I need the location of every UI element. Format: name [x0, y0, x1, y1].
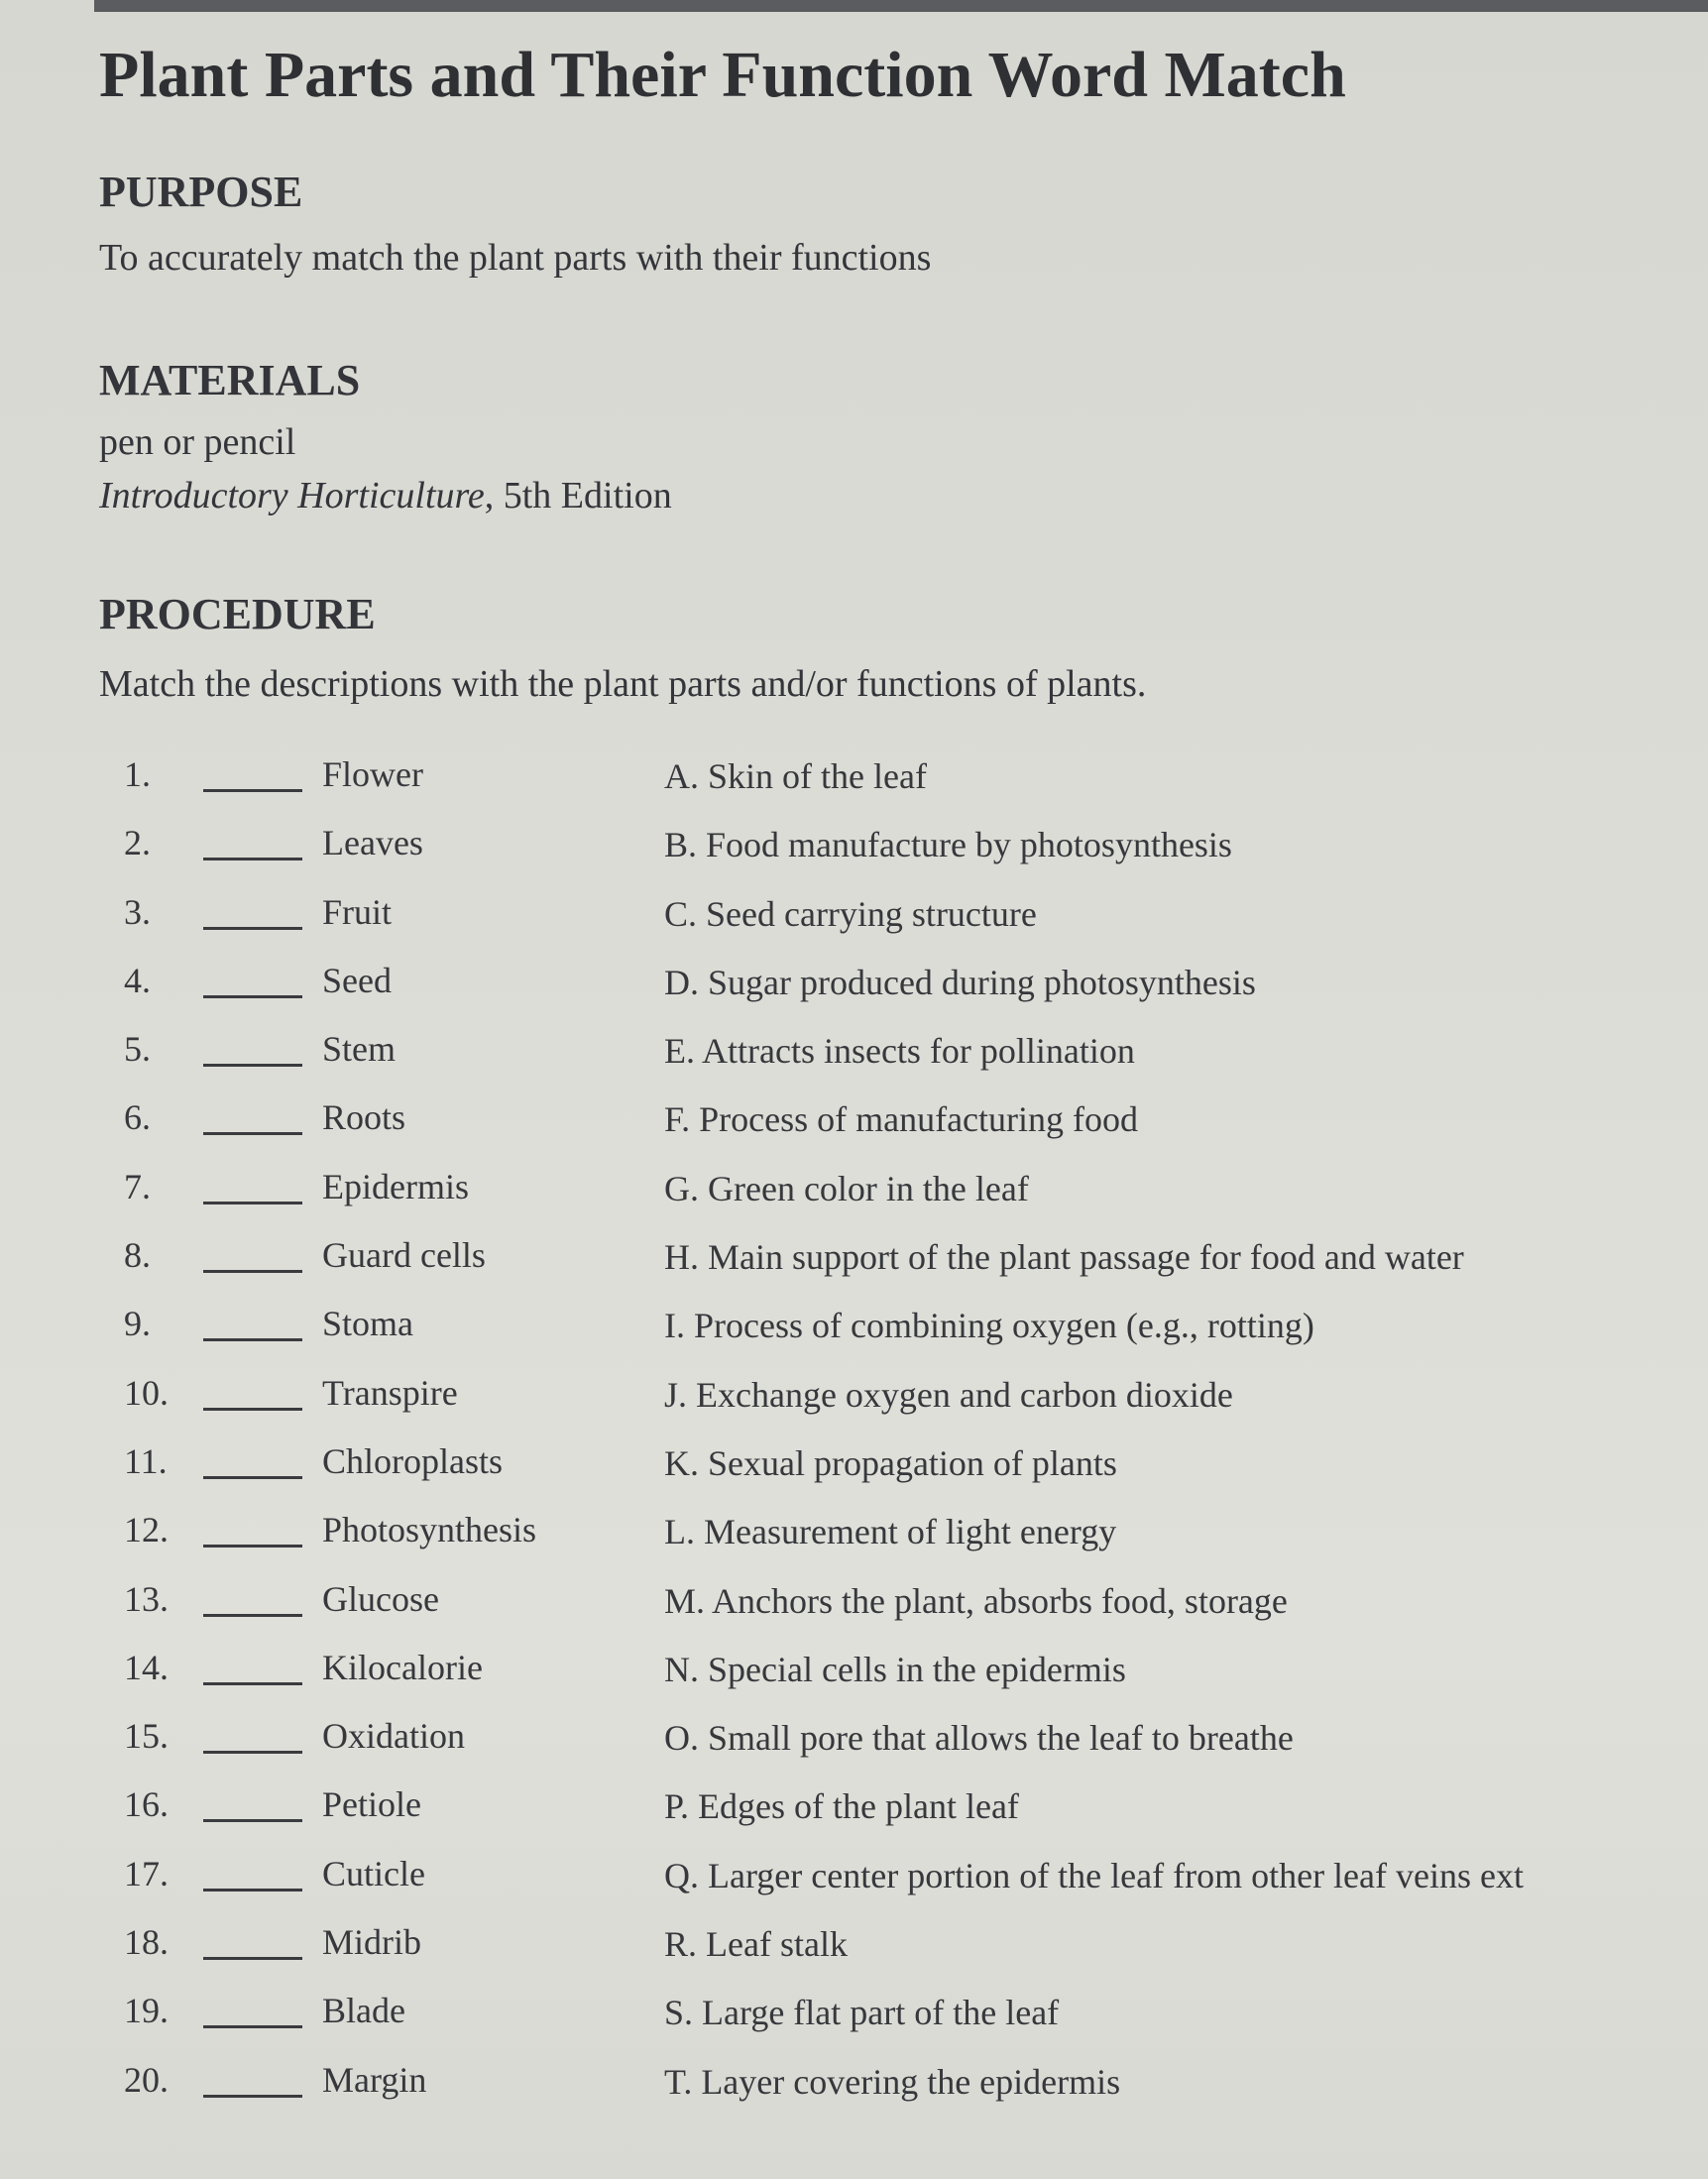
match-row [124, 1921, 1708, 1990]
match-list [124, 753, 1708, 2127]
item-number: 3. [124, 891, 151, 932]
match-row [124, 1303, 1708, 1371]
answer-blank[interactable] [203, 1132, 302, 1135]
match-row [124, 891, 1708, 960]
description: P. Edges of the plant leaf [664, 1786, 1019, 1827]
textbook-edition: , 5th Edition [484, 475, 672, 516]
match-row [124, 1578, 1708, 1647]
item-number: 19. [124, 1991, 169, 2031]
match-row [124, 1853, 1708, 1921]
item-number: 17. [124, 1853, 169, 1893]
answer-blank[interactable] [203, 858, 302, 860]
item-number: 6. [124, 1097, 151, 1138]
answer-blank[interactable] [203, 2095, 302, 2098]
item-number: 1. [124, 754, 151, 794]
answer-blank[interactable] [203, 1819, 302, 1822]
item-number: 16. [124, 1784, 169, 1825]
answer-blank[interactable] [203, 2025, 302, 2028]
plant-term: Fruit [322, 891, 393, 932]
answer-blank[interactable] [203, 789, 302, 792]
description: Q. Larger center portion of the leaf from other leaf veins ext [664, 1855, 1524, 1895]
plant-term: Transpire [322, 1372, 458, 1413]
match-row [124, 1166, 1708, 1234]
description: J. Exchange oxygen and carbon dioxide [664, 1374, 1233, 1415]
answer-blank[interactable] [203, 995, 302, 998]
page-title: Plant Parts and Their Function Word Match [99, 39, 1346, 111]
plant-term: Photosynthesis [322, 1510, 537, 1550]
match-row [124, 1715, 1708, 1783]
answer-blank[interactable] [203, 1889, 302, 1892]
plant-term: Guard cells [322, 1235, 486, 1276]
plant-term: Roots [322, 1097, 406, 1138]
item-number: 9. [124, 1304, 151, 1344]
description: K. Sexual propagation of plants [664, 1442, 1117, 1483]
item-number: 10. [124, 1372, 169, 1413]
item-number: 8. [124, 1235, 151, 1276]
answer-blank[interactable] [203, 1064, 302, 1067]
description: T. Layer covering the epidermis [664, 2061, 1121, 2102]
description: D. Sugar produced during photosynthesis [664, 962, 1256, 1002]
plant-term: Seed [322, 960, 392, 1000]
item-number: 15. [124, 1716, 169, 1757]
description: F. Process of manufacturing food [664, 1099, 1139, 1140]
match-row [124, 960, 1708, 1028]
description: O. Small pore that allows the leaf to breathe [664, 1718, 1294, 1759]
plant-term: Kilocalorie [322, 1647, 483, 1687]
item-number: 13. [124, 1578, 169, 1619]
answer-blank[interactable] [203, 927, 302, 930]
match-row [124, 2059, 1708, 2127]
textbook-title: Introductory Horticulture [99, 475, 485, 516]
description: A. Skin of the leaf [664, 756, 927, 796]
plant-term: Glucose [322, 1578, 439, 1619]
match-row [124, 1372, 1708, 1440]
plant-term: Oxidation [322, 1716, 465, 1757]
match-row [124, 822, 1708, 890]
item-number: 12. [124, 1510, 169, 1550]
answer-blank[interactable] [203, 1476, 302, 1479]
item-number: 4. [124, 960, 151, 1000]
materials-item-textbook [99, 474, 672, 517]
item-number: 14. [124, 1647, 169, 1687]
purpose-heading: PURPOSE [99, 168, 303, 216]
description: R. Leaf stalk [664, 1924, 848, 1965]
plant-term: Epidermis [322, 1166, 469, 1206]
item-number: 18. [124, 1922, 169, 1963]
plant-term: Margin [322, 2059, 427, 2100]
match-row [124, 1509, 1708, 1577]
answer-blank[interactable] [203, 1338, 302, 1341]
item-number: 11. [124, 1440, 168, 1481]
plant-term: Blade [322, 1991, 405, 2031]
description: S. Large flat part of the leaf [664, 1993, 1060, 2033]
description: N. Special cells in the epidermis [664, 1649, 1126, 1689]
match-row [124, 1028, 1708, 1096]
description: E. Attracts insects for pollination [664, 1031, 1135, 1072]
plant-term: Stoma [322, 1304, 414, 1344]
description: I. Process of combining oxygen (e.g., rotting) [664, 1306, 1314, 1346]
description: M. Anchors the plant, absorbs food, storage [664, 1580, 1288, 1621]
plant-term: Midrib [322, 1922, 422, 1963]
answer-blank[interactable] [203, 1270, 302, 1273]
match-row [124, 1647, 1708, 1715]
description: L. Measurement of light energy [664, 1512, 1117, 1552]
description: C. Seed carrying structure [664, 893, 1037, 934]
materials-item-pen: pen or pencil [99, 421, 296, 463]
answer-blank[interactable] [203, 1682, 302, 1685]
match-row [124, 1990, 1708, 2058]
answer-blank[interactable] [203, 1545, 302, 1548]
procedure-text: Match the descriptions with the plant parts and/or functions of plants. [99, 663, 1147, 705]
purpose-text: To accurately match the plant parts with their functions [99, 237, 932, 279]
match-row [124, 1234, 1708, 1303]
description: G. Green color in the leaf [664, 1168, 1029, 1208]
answer-blank[interactable] [203, 1751, 302, 1754]
answer-blank[interactable] [203, 1202, 302, 1204]
materials-heading: MATERIALS [99, 356, 361, 404]
plant-term: Flower [322, 754, 423, 794]
plant-term: Chloroplasts [322, 1440, 504, 1481]
description: H. Main support of the plant passage for food and water [664, 1237, 1464, 1278]
plant-term: Cuticle [322, 1853, 425, 1893]
match-row [124, 1440, 1708, 1509]
answer-blank[interactable] [203, 1957, 302, 1960]
item-number: 7. [124, 1166, 151, 1206]
answer-blank[interactable] [203, 1614, 302, 1617]
item-number: 20. [124, 2059, 169, 2100]
procedure-heading: PROCEDURE [99, 590, 376, 638]
answer-blank[interactable] [203, 1408, 302, 1411]
match-row [124, 1096, 1708, 1165]
match-row [124, 753, 1708, 822]
match-row [124, 1783, 1708, 1852]
item-number: 2. [124, 823, 151, 863]
description: B. Food manufacture by photosynthesis [664, 825, 1232, 865]
item-number: 5. [124, 1029, 151, 1070]
plant-term: Stem [322, 1029, 397, 1070]
plant-term: Leaves [322, 823, 423, 863]
plant-term: Petiole [322, 1784, 421, 1825]
